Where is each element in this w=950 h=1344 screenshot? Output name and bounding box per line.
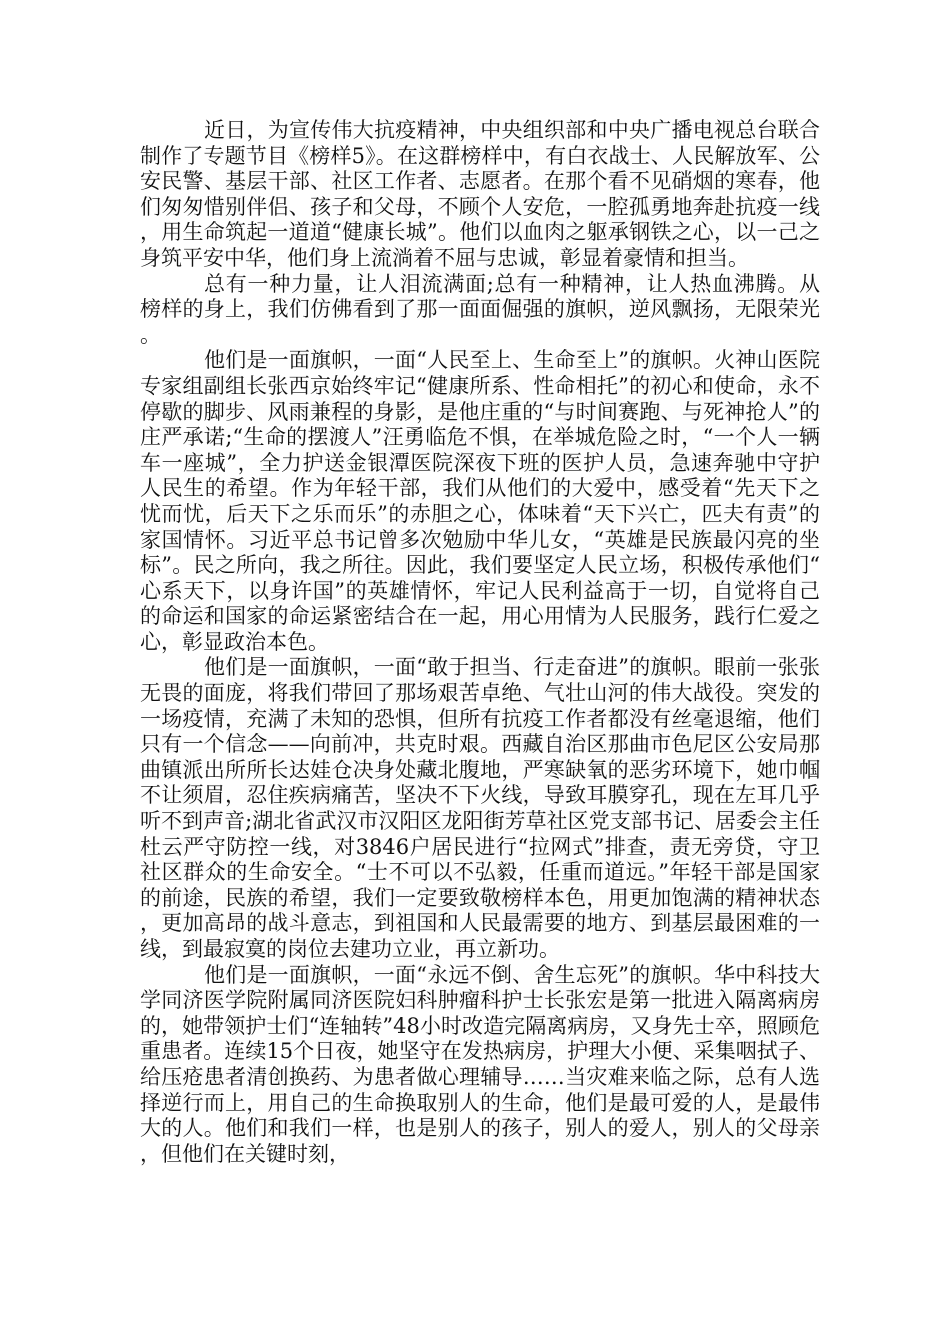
paragraph-5: 他们是一面旗帜，一面“永远不倒、舍生忘死”的旗帜。华中科技大学同济医学院附属同济医院妇科肿瘤科护士长张宏是第一批进入隔离病房的，她带领护士们“连轴转”48小时改造完隔离病房，又身先士卒，照顾危重患者。连续15个日夜，她坚守在发热病房，护理大小便、采集咽拭子、给压疮患者清创换药、为患者做心理辅导……当灾难来临之际，总有人选择逆行而上，用自己的生命换取别人的生命，他们是最可爱的人，是最伟大的人。他们和我们一样，也是别人的孩子，别人的爱人，别人的父母亲，但他们在关键时刻，: [140, 962, 820, 1166]
paragraph-1: 近日，为宣传伟大抗疫精神，中央组织部和中央广播电视总台联合制作了专题节目《榜样5》。在这群榜样中，有白衣战士、人民解放军、公安民警、基层干部、社区工作者、志愿者。在那个看不见硝烟的寒春，他们匆匆惜别伴侣、孩子和父母，不顾个人安危，一腔孤勇地奔赴抗疫一线，用生命筑起一道道“健康长城”。他们以血肉之躯承钢铁之心，以一己之身筑平安中华，他们身上流淌着不屈与忠诚，彰显着豪情和担当。: [140, 118, 820, 270]
paragraph-4: 他们是一面旗帜，一面“敢于担当、行走奋进”的旗帜。眼前一张张无畏的面庞，将我们带回了那场艰苦卓绝、气壮山河的伟大战役。突发的一场疫情，充满了未知的恐惧，但所有抗疫工作者都没有丝毫退缩，他们只有一个信念——向前冲，共克时艰。西藏自治区那曲市色尼区公安局那曲镇派出所所长达娃仓决身处藏北腹地，严寒缺氧的恶劣环境下，她巾帼不让须眉，忍住疾病痛苦，坚决不下火线，导致耳膜穿孔，现在左耳几乎听不到声音;湖北省武汉市汉阳区龙阳街芳草社区党支部书记、居委会主任杜云严守防控一线，对3846户居民进行“拉网式”排查，责无旁贷，守卫社区群众的生命安全。“士不可以不弘毅，任重而道远。”年轻干部是国家的前途，民族的希望，我们一定要致敬榜样本色，用更加饱满的精神状态，更加高昂的战斗意志，到祖国和人民最需要的地方、到基层最困难的一线，到最寂寞的岗位去建功立业，再立新功。: [140, 655, 820, 961]
paragraph-2: 总有一种力量，让人泪流满面;总有一种精神，让人热血沸腾。从榜样的身上，我们仿佛看到了那一面面倔强的旗帜，逆风飘扬，无限荣光。: [140, 271, 820, 347]
document-body: [140, 118, 820, 1167]
paragraph-3: 他们是一面旗帜，一面“人民至上、生命至上”的旗帜。火神山医院专家组副组长张西京始终牢记“健康所系、性命相托”的初心和使命，永不停歇的脚步、风雨兼程的身影，是他庄重的“与时间赛跑、与死神抢人”的庄严承诺;“生命的摆渡人”汪勇临危不惧，在举城危险之时，“一个人一辆车一座城”，全力护送金银潭医院深夜下班的医护人员，急速奔驰中守护人民生的希望。作为年轻干部，我们从他们的大爱中，感受着“先天下之忧而忧，后天下之乐而乐”的赤胆之心，体味着“天下兴亡，匹夫有责”的家国情怀。习近平总书记曾多次勉励中华儿女，“英雄是民族最闪亮的坐标”。民之所向，我之所往。因此，我们要坚定人民立场，积极传承他们“心系天下，以身许国”的英雄情怀，牢记人民利益高于一切，自觉将自己的命运和国家的命运紧密结合在一起，用心用情为人民服务，践行仁爱之心，彰显政治本色。: [140, 348, 820, 654]
